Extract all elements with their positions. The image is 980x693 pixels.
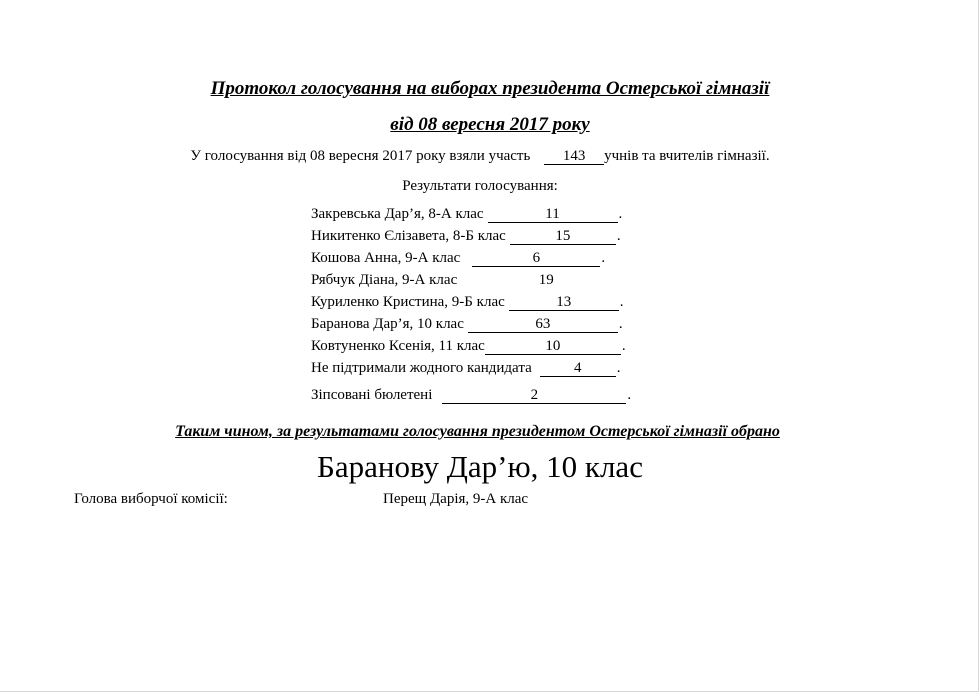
result-label: Баранова Дар’я, 10 клас [311,316,464,332]
commission-head-label: Голова виборчої комісії: [74,491,228,507]
winner-name: Баранову Дар’ю, 10 клас [317,449,643,484]
result-value: 6 [472,250,600,267]
conclusion-statement: Таким чином, за результатами голосування президентом Остерської гімназії обрано [175,423,780,440]
result-value: 2 [442,387,626,404]
result-row: Не підтримали жодного кандидата 4 . [311,360,621,376]
commission-head-name: Перещ Дарія, 9-А клас [383,491,529,507]
participation-count: 143 [544,148,604,165]
result-value: 10 [485,338,621,355]
result-label: Никитенко Єлізавета, 8-Б клас [311,228,506,244]
result-row: Никитенко Єлізавета, 8-Б клас 15 . [311,228,621,244]
result-label: Зіпсовані бюлетені [311,387,433,403]
result-value: 63 [468,316,618,333]
result-label: Не підтримали жодного кандидата [311,360,532,376]
document-date-title: від 08 вересня 2017 року [390,114,590,135]
participation-text-before: У голосування від 08 вересня 2017 року взяли участь [190,148,531,164]
participation-statement [0,147,960,165]
result-row: Закревська Дар’я, 8-А клас 11 . [311,206,623,222]
result-row: Баранова Дар’я, 10 клас 63 . [311,316,623,332]
result-value: 11 [488,206,618,223]
result-label: Закревська Дар’я, 8-А клас [311,206,484,222]
result-label: Ковтуненко Ксенія, 11 клас [311,338,485,354]
result-value: 13 [509,294,619,311]
result-value: 19 [538,272,554,288]
result-value: 15 [510,228,616,245]
result-row: Ковтуненко Ксенія, 11 клас 10 . [311,338,626,354]
results-list [311,205,671,408]
result-label: Куриленко Кристина, 9-Б клас [311,294,505,310]
result-row: Кошова Анна, 9-А клас 6 . [311,250,606,266]
results-heading: Результати голосування: [402,178,558,194]
result-label: Рябчук Діана, 9-А клас [311,272,458,288]
result-label: Кошова Анна, 9-А клас [311,250,461,266]
participation-text-after: учнів та вчителів гімназії. [604,148,770,164]
result-row: Зіпсовані бюлетені 2 . [311,387,632,403]
document-title: Протокол голосування на виборах президента Остерської гімназії [210,78,770,99]
result-row [311,271,671,293]
result-value: 4 [540,360,616,377]
result-row: Куриленко Кристина, 9-Б клас 13 . [311,294,624,310]
